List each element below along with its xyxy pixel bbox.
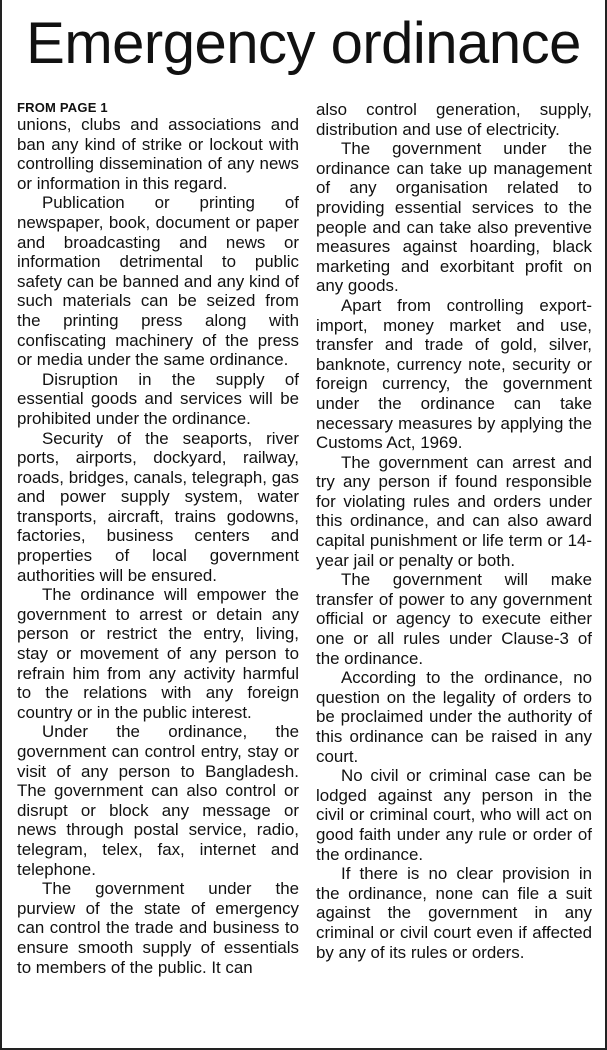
paragraph: The government under the ordinance can take up management of any organisation related to providing essential services to the people and can take also preventive measures against hoarding, black marketing and exorbitant profit on any goods. xyxy=(316,139,592,296)
right-column xyxy=(316,100,592,962)
paragraph: The government will make transfer of power to any government official or agency to execute either one or all rules under Clause-3 of the ordinance. xyxy=(316,570,592,668)
paragraph: unions, clubs and associations and ban any kind of strike or lockout with controlling dissemination of any news or information in this regard. xyxy=(17,115,299,193)
paragraph: According to the ordinance, no question on the legality of orders to be proclaimed under the authority of this ordinance can be raised in any court. xyxy=(316,668,592,766)
paragraph: The ordinance will empower the government to arrest or detain any person or restrict the entry, living, stay or movement of any person to refrain him from any activity harmful to the relations with any foreign country or in the public interest. xyxy=(17,585,299,722)
paragraph: Under the ordinance, the government can control entry, stay or visit of any person to Bangladesh. The government can also control or disrupt or block any message or news through postal service, radio, telegram, telex, fax, internet and telephone. xyxy=(17,722,299,879)
paragraph: The government under the purview of the state of emergency can control the trade and business to ensure smooth supply of essentials to members of the public. It can xyxy=(17,879,299,977)
paragraph: Apart from controlling export-import, money market and use, transfer and trade of gold, silver, banknote, currency note, security or foreign currency, the government under the ordinance can take necessary measures by applying the Customs Act, 1969. xyxy=(316,295,592,453)
kicker: FROM PAGE 1 xyxy=(17,100,108,115)
paragraph: Security of the seaports, river ports, airports, dockyard, railway, roads, bridges, canals, telegraph, gas and power supply system, water transports, aircraft, trains godowns, factories, business centers and properties of local government authorities will be ensured. xyxy=(17,428,299,585)
paragraph: Publication or printing of newspaper, book, document or paper and broadcasting and news or information detrimental to public safety can be banned and any kind of such materials can be seized from the printing press along with confiscating machinery of the press or media under the same ordinance. xyxy=(17,193,299,370)
paragraph: No civil or criminal case can be lodged against any person in the civil or criminal court, who will act on good faith under any rule or order of the ordinance. xyxy=(316,766,592,864)
paragraph: also control generation, supply, distribution and use of electricity. xyxy=(316,100,592,139)
paragraph: The government can arrest and try any person if found responsible for violating rules and orders under this ordinance, and can also award capital punishment or life term or 14-year jail or penalty or both. xyxy=(316,452,592,570)
left-column xyxy=(17,100,299,977)
paragraph: Disruption in the supply of essential goods and services will be prohibited under the ordinance. xyxy=(17,369,299,428)
paragraph: If there is no clear provision in the ordinance, none can file a suit against the government in any criminal or civil court even if affected by any of its rules or orders. xyxy=(316,864,592,962)
headline: Emergency ordinance xyxy=(26,11,581,76)
